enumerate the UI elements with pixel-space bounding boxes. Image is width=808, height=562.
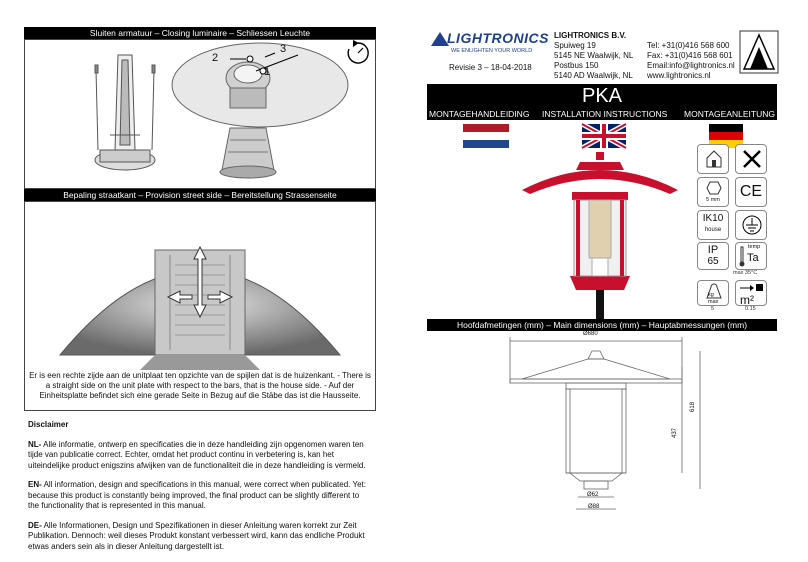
earth-ground-icon <box>735 210 767 240</box>
flag-uk-icon <box>582 124 626 148</box>
callout-lines <box>220 45 300 85</box>
disclaimer-title: Disclaimer <box>28 420 69 429</box>
manual-title-en: INSTALLATION INSTRUCTIONS <box>542 109 668 119</box>
area-value: 0.15 <box>745 306 756 312</box>
ta-caption: max 35°C <box>733 270 758 276</box>
company-pocity: 5140 AD Waalwijk, NL <box>554 71 633 80</box>
callout-3: 3 <box>280 43 287 55</box>
product-image <box>520 150 680 320</box>
manual-title-nl: MONTAGEHANDLEIDING <box>429 109 530 119</box>
dim-base1: Ø62 <box>587 492 599 498</box>
company-pobox: Postbus 150 <box>554 61 599 70</box>
rotate-icon <box>345 40 371 66</box>
street-side-text: Er is een rechte zijde aan de unitplaat ten opzichte van de spijlen dat is de huizenkant. - There is a straight side on the unit plate with respect to the bars, that is the house side. - Auf der Einheitsplatte befindet sich eine gerade Seite in Bezug auf die Stäbe das ist die Hausseite. <box>29 371 371 400</box>
dim-height: 618 <box>690 401 697 413</box>
kg-caption: max <box>708 299 719 305</box>
ip-label: IP <box>707 244 719 256</box>
min-distance-icon <box>697 177 729 207</box>
ik-sub: house <box>704 227 722 233</box>
wind-area-icon <box>735 280 767 306</box>
company-contact <box>647 41 735 81</box>
contact-web[interactable]: www.lightronics.nl <box>647 71 711 80</box>
dim-top: Ø680 <box>583 331 598 337</box>
street-side-illustration <box>60 205 340 370</box>
dim-base2: Ø88 <box>588 504 600 510</box>
ik-value: IK10 <box>702 213 724 224</box>
company-city: 5145 NE Waalwijk, NL <box>554 51 634 60</box>
ambient-temp-icon <box>735 242 767 270</box>
flag-nl-icon <box>463 124 509 148</box>
company-street: Spuiweg 19 <box>554 41 596 50</box>
callout-1: 1 <box>264 66 271 78</box>
ik-rating-icon <box>697 210 729 240</box>
dim-body: 437 <box>672 427 679 439</box>
logo-slogan: WE ENLIGHTEN YOUR WORLD <box>451 48 533 54</box>
indoor-use-icon <box>697 144 729 174</box>
min-distance-label: 5 mm <box>706 197 720 203</box>
product-title: PKA <box>581 85 623 107</box>
disclaimer <box>28 420 372 561</box>
disclaimer-de: DE- Alle Informationen, Design und Spezifikationen in dieser Anleitung waren korrekt zur Zeit Publikation. Dennoch: weil dieses Produkt konstant verbessert wird, kann das endliche Produkt etwas anders sein als in dieser Anleitung dargestellt ist. <box>28 520 365 551</box>
company-logo <box>431 30 549 60</box>
contact-tel: Tel: +31(0)416 568 600 <box>647 41 730 50</box>
manual-title-de: MONTAGEANLEITUNG <box>684 109 775 119</box>
street-side-header: Bepaling straatkant – Provision street side – Bereitstellung Strassenseite <box>24 189 376 201</box>
open-luminaire-illustration <box>90 50 160 185</box>
dimension-drawing <box>500 333 730 523</box>
closing-header: Sluiten armatuur – Closing luminaire – Schliessen Leuchte <box>24 27 376 39</box>
temp-label: temp <box>748 244 761 250</box>
contact-email[interactable]: Email:info@lightronics.nl <box>647 61 735 70</box>
kg-label: kg <box>708 292 714 298</box>
company-name: LIGHTRONICS B.V. <box>554 31 627 40</box>
ce-icon: CE <box>735 177 767 207</box>
ta-label: Ta <box>747 252 759 264</box>
dimensions-header: Hoofdafmetingen (mm) – Main dimensions (mm) – Hauptabmessungen (mm) <box>427 319 777 331</box>
no-cover-icon <box>735 144 767 174</box>
disclaimer-en: EN- All information, design and specifications in this manual, were correct when publicated. Yet: because this product is constantly being improved, the final product can be slightly different to the functionality that is represented in this manual. <box>28 480 366 510</box>
weight-icon <box>697 280 729 306</box>
triangle-logo-icon <box>740 31 778 73</box>
disclaimer-nl: NL- Alle informatie, ontwerp en specificaties die in deze handleiding zijn opgenomen waren ten tijde van publicatie correct. Echter, omdat het product continu in verbetering is, kan het uiteindelijke product enigszins afwijken van de functionaliteit die in deze handleiding is vermeld. <box>28 439 366 470</box>
contact-fax: Fax: +31(0)416 568 601 <box>647 51 733 60</box>
area-label: m² <box>740 293 754 307</box>
kg-value: 5 <box>711 306 715 312</box>
ip-rating-icon <box>697 242 729 270</box>
revision: Revisie 3 – 18-04-2018 <box>449 63 532 72</box>
callout-2: 2 <box>212 52 219 64</box>
logo-text: LIGHTRONICS <box>447 30 549 46</box>
ip-value: 65 <box>707 256 719 267</box>
company-address <box>554 31 633 81</box>
